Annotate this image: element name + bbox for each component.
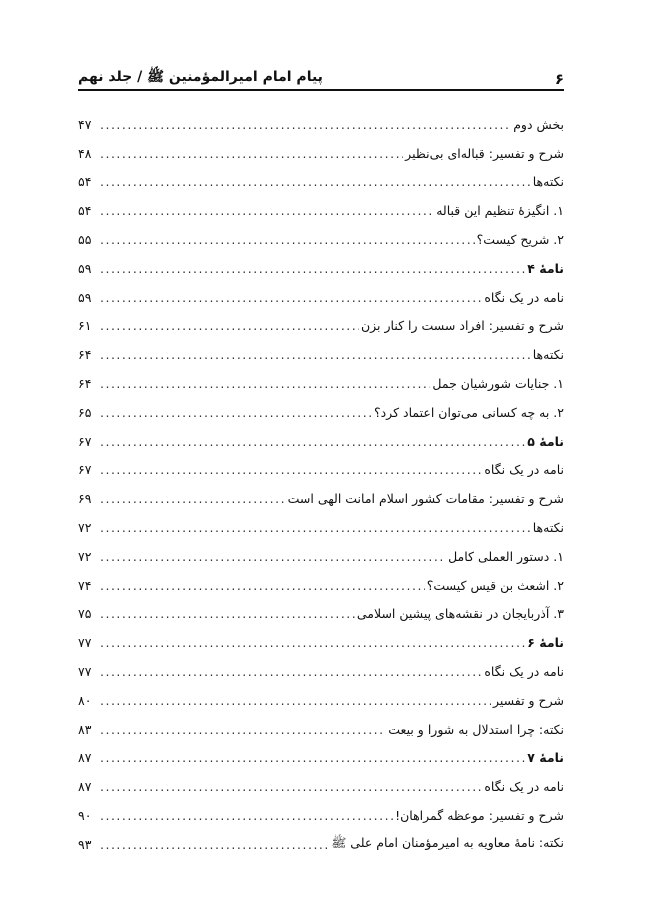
entry-title: ۳. آذربایجان در نقشه‌های پیشین اسلامی <box>356 606 564 622</box>
entry-page-number: ۴۸ <box>78 145 92 161</box>
dot-leader <box>100 376 430 391</box>
dot-leader <box>100 347 531 362</box>
entry-page-number: ۷۲ <box>78 548 92 564</box>
entry-page-number: ۵۵ <box>78 232 92 248</box>
dot-leader <box>100 808 393 823</box>
entry-page-number: ۸۳ <box>78 721 92 737</box>
entry-title: ۱. انگیزهٔ تنظیم این قباله <box>436 203 564 219</box>
entry-title: نکته‌ها <box>532 347 564 363</box>
dot-leader <box>100 290 482 305</box>
dot-leader <box>100 174 531 189</box>
dot-leader <box>100 434 525 449</box>
toc-entry[interactable] <box>78 686 564 715</box>
entry-title: نکته‌ها <box>532 520 564 536</box>
toc-entry[interactable] <box>78 369 564 398</box>
entry-page-number: ۶۷ <box>78 462 92 478</box>
entry-page-number: ۵۴ <box>78 174 92 190</box>
toc-entry[interactable] <box>78 110 564 139</box>
dot-leader <box>100 462 482 477</box>
entry-title: نامه در یک نگاه <box>484 779 564 795</box>
entry-title: شرح و تفسیر <box>492 692 564 708</box>
entry-page-number: ۶۴ <box>78 347 92 363</box>
book-title: پیام امام امیرالمؤمنین ﷺ / جلد نهم <box>78 69 323 85</box>
toc-entry[interactable] <box>78 196 564 225</box>
toc-chapter-entry[interactable] <box>78 744 564 773</box>
toc-entry[interactable] <box>78 830 564 859</box>
entry-page-number: ۶۷ <box>78 433 92 449</box>
dot-leader <box>100 520 531 535</box>
dot-leader <box>100 837 329 852</box>
entry-page-number: ۸۷ <box>78 779 92 795</box>
toc-chapter-entry[interactable] <box>78 254 564 283</box>
dot-leader <box>100 203 434 218</box>
toc-entry[interactable] <box>78 571 564 600</box>
toc-entry[interactable] <box>78 312 564 341</box>
entry-title: ۱. جنایات شورشیان جمل <box>432 376 564 392</box>
toc-entry[interactable] <box>78 513 564 542</box>
dot-leader <box>100 146 403 161</box>
entry-page-number: ۸۷ <box>78 750 92 766</box>
dot-leader <box>100 578 425 593</box>
entry-page-number: ۷۷ <box>78 635 92 651</box>
entry-page-number: ۶۹ <box>78 491 92 507</box>
dot-leader <box>100 664 482 679</box>
dot-leader <box>100 693 491 708</box>
entry-page-number: ۶۱ <box>78 318 92 334</box>
entry-title: شرح و تفسیر: مقامات کشور اسلام امانت الهی است <box>287 491 564 507</box>
dot-leader <box>100 779 482 794</box>
entry-title: ۲. اشعث بن قیس کیست؟ <box>426 577 564 593</box>
table-of-contents <box>78 110 564 859</box>
dot-leader <box>100 491 286 506</box>
entry-page-number: ۵۹ <box>78 289 92 305</box>
entry-page-number: ۸۰ <box>78 692 92 708</box>
entry-title: نامهٔ ۷ <box>527 750 564 766</box>
dot-leader <box>100 405 372 420</box>
toc-entry[interactable] <box>78 542 564 571</box>
toc-entry[interactable] <box>78 139 564 168</box>
dot-leader <box>100 117 511 132</box>
entry-title: نکته‌ها <box>532 174 564 190</box>
entry-page-number: ۷۵ <box>78 606 92 622</box>
toc-entry[interactable] <box>78 484 564 513</box>
entry-title: نامهٔ ۶ <box>527 635 564 651</box>
entry-page-number: ۶۵ <box>78 404 92 420</box>
toc-entry[interactable] <box>78 801 564 830</box>
entry-page-number: ۷۴ <box>78 577 92 593</box>
entry-title: نامه در یک نگاه <box>484 664 564 680</box>
dot-leader <box>100 635 525 650</box>
dot-leader <box>100 261 525 276</box>
page-number: ۶ <box>554 70 564 88</box>
entry-title: شرح و تفسیر: قباله‌ای بی‌نظیر <box>405 145 564 161</box>
entry-title: نکته: نامهٔ معاویه به امیرمؤمنان امام علی ﷺ <box>331 834 564 850</box>
toc-entry[interactable] <box>78 715 564 744</box>
dot-leader <box>100 606 355 621</box>
entry-page-number: ۴۷ <box>78 116 92 132</box>
dot-leader <box>100 318 359 333</box>
entry-page-number: ۹۳ <box>78 836 92 852</box>
entry-title: ۲. به چه کسانی می‌توان اعتماد کرد؟ <box>373 404 564 420</box>
entry-title: نامهٔ ۵ <box>527 433 564 449</box>
entry-title: بخش دوم <box>513 116 564 132</box>
entry-title: شرح و تفسیر: افراد سست را کنار بزن <box>360 318 564 334</box>
entry-title: شرح و تفسیر: موعظه گمراهان! <box>395 808 564 824</box>
toc-entry[interactable] <box>78 283 564 312</box>
dot-leader <box>100 549 446 564</box>
entry-title: نکته: چرا استدلال به شورا و بیعت <box>388 721 564 737</box>
dot-leader <box>100 750 525 765</box>
toc-entry[interactable] <box>78 772 564 801</box>
entry-page-number: ۵۴ <box>78 203 92 219</box>
entry-title: ۱. دستور العملی کامل <box>448 548 564 564</box>
toc-entry[interactable] <box>78 225 564 254</box>
toc-entry[interactable] <box>78 398 564 427</box>
entry-page-number: ۷۲ <box>78 520 92 536</box>
dot-leader <box>100 722 386 737</box>
entry-page-number: ۵۹ <box>78 260 92 276</box>
toc-entry[interactable] <box>78 456 564 485</box>
header-rule <box>78 89 564 91</box>
toc-entry[interactable] <box>78 168 564 197</box>
toc-entry[interactable] <box>78 600 564 629</box>
toc-entry[interactable] <box>78 657 564 686</box>
entry-title: نامه در یک نگاه <box>484 289 564 305</box>
dot-leader <box>100 232 475 247</box>
toc-chapter-entry[interactable] <box>78 427 564 456</box>
entry-title: نامهٔ ۴ <box>527 260 564 276</box>
toc-chapter-entry[interactable] <box>78 628 564 657</box>
entry-title: ۲. شریح کیست؟ <box>476 232 564 248</box>
entry-page-number: ۷۷ <box>78 664 92 680</box>
entry-page-number: ۶۴ <box>78 376 92 392</box>
entry-page-number: ۹۰ <box>78 808 92 824</box>
toc-entry[interactable] <box>78 340 564 369</box>
running-header <box>78 62 564 88</box>
entry-title: نامه در یک نگاه <box>484 462 564 478</box>
